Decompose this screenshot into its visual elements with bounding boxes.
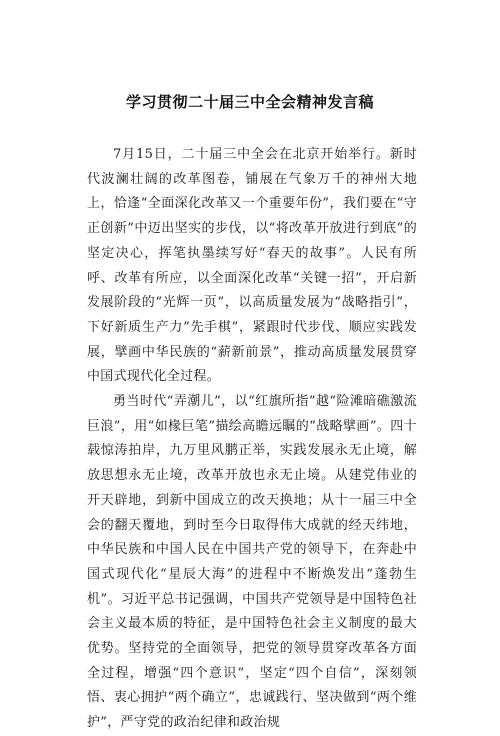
paragraph-2: 勇当时代“弄潮儿”，以“红旗所指”越“险滩暗礁激流巨浪”，用“如椽巨笔”描绘高瞻远瞩的“战略擘画”。四十载惊涛拍岸，九万里风鹏正举，实践发展永无止境，解放思想永无止境，改革开放也永无止境。从建党伟业的开天辟地，到新中国成立的改天换地；从十一届三中全会的翻天覆地，到时至今日取得伟大成就的经天纬地，中华民族和中国人民在中国共产党的领导下，在奔赴中国式现代化“星辰大海”的进程中不断焕发出“蓬勃生机”。习近平总书记强调，中国共产党领导是中国特色社会主义最本质的特征，是中国特色社会主义制度的最大优势。坚持党的全面领导，把党的领导贯穿改革各方面全过程，增强“四个意识”，坚定“四个自信”，深刻领悟、衷心拥护“两个确立”，忠诚践行、坚决做到“两个维护”，严守党的政治纪律和政治规 bbox=[87, 394, 417, 731]
document-title: 学习贯彻二十届三中全会精神发言稿 bbox=[125, 93, 374, 111]
document-body bbox=[87, 143, 417, 736]
paragraph-1: 7月15日，二十届三中全会在北京开始举行。新时代波澜壮阔的改革图卷，铺展在气象万千的神州大地上，恰逢“全面深化改革又一个重要年份”，我们要在“守正创新”中迈出坚实的步伐，以“将改革开放进行到底”的坚定决心，挥笔执墨续写好“春天的故事”。人民有所呼、改革有所应，以全面深化改革“关键一招”，开启新发展阶段的“光辉一页”，以高质量发展为“战略指引”，下好新质生产力”先手棋”，紧跟时代步伐、顺应实践发展，擘画中华民族的“薪新前景”，推动高质量发展贯穿中国式现代化全过程。 bbox=[87, 147, 417, 385]
